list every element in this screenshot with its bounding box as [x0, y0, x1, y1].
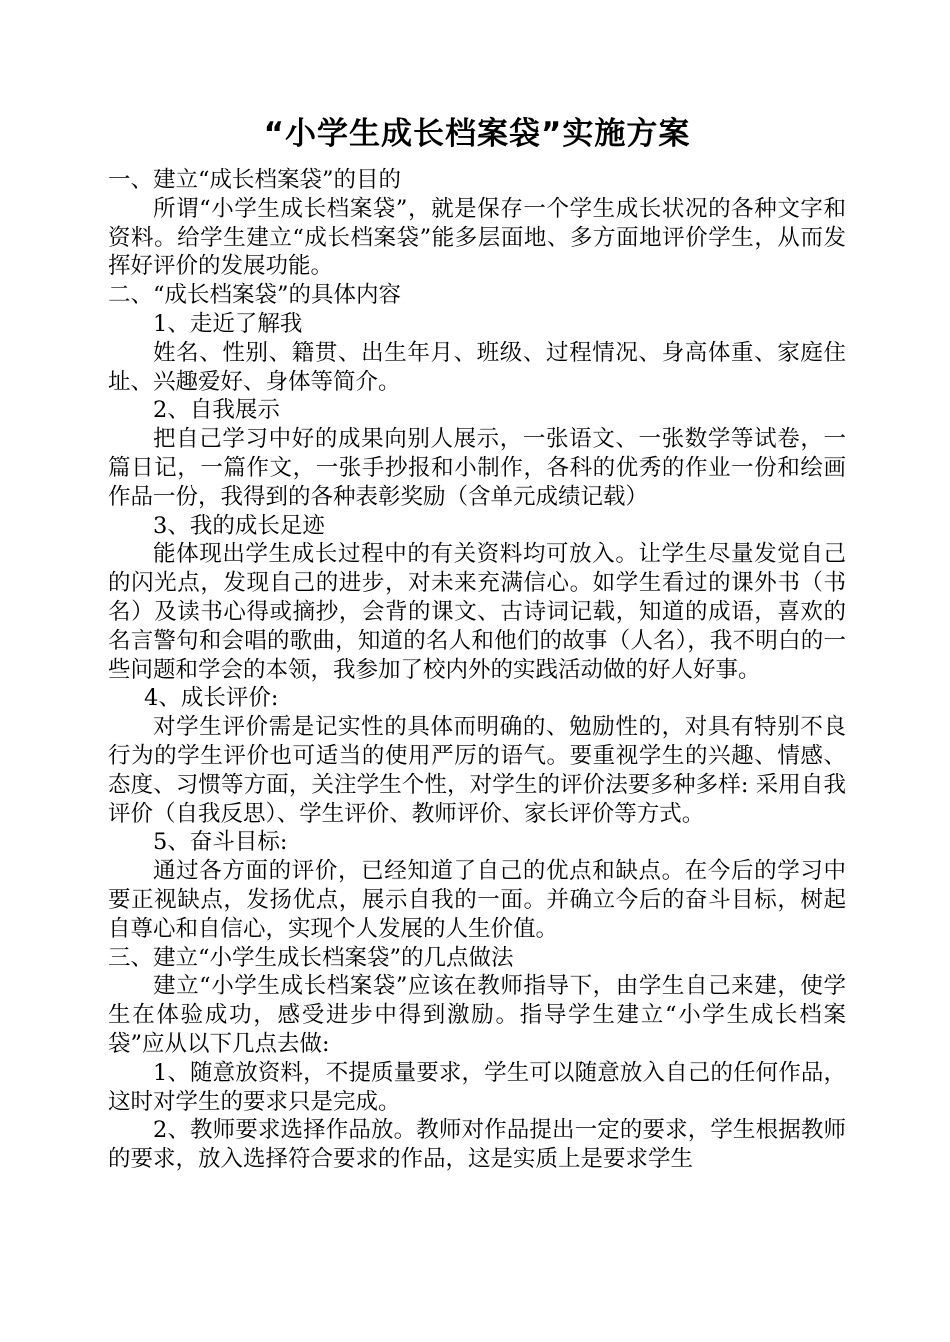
section-heading-purpose: 一、建立“成长档案袋”的目的 — [108, 167, 402, 193]
section-heading-methods: 三、建立“小学生成长档案袋”的几点做法 — [108, 944, 514, 971]
subheading-growth-footprints: 3、我的成长足迹 — [153, 512, 325, 539]
paragraph-definition: 所谓“小学生成长档案袋”，就是保存一个学生成长状况的各种文字和资料。给学生建立“成长档案袋”能多层面地、多方面地评价学生，从而发挥好评价的发展功能。 — [108, 195, 846, 280]
paragraph-methods-intro: 建立“小学生成长档案袋”应该在教师指导下，由学生自己来建，使学生在体验成功，感受进步中得到激励。指导学生建立“小学生成长档案袋”应从以下几点去做: — [108, 973, 846, 1057]
paragraph-method-1: 1、随意放资料，不提质量要求，学生可以随意放入自己的任何作品，这时对学生的要求只是完成。 — [108, 1059, 846, 1115]
document-body — [108, 166, 846, 1174]
paragraph-growth-evaluation: 对学生评价需是记实性的具体而明确的、勉励性的，对具有特别不良行为的学生评价也可适当的使用严厉的语气。要重视学生的兴趣、情感、态度、习惯等方面，关注学生个性，对学生的评价法要多种多样: 采用自我评价（自我反思）、学生评价、教师评价、家长评价等方式。 — [108, 714, 846, 827]
paragraph-method-2: 2、教师要求选择作品放。教师对作品提出一定的要求，学生根据教师的要求，放入选择符合要求的作品，这是实质上是要求学生 — [108, 1117, 846, 1173]
subheading-self-display: 2、自我展示 — [153, 397, 280, 424]
section-heading-content: 二、“成长档案袋”的具体内容 — [108, 282, 402, 309]
paragraph-self-display: 把自己学习中好的成果向别人展示，一张语文、一张数学等试卷，一篇日记，一篇作文，一张手抄报和小制作，各科的优秀的作业一份和绘画作品一份，我得到的各种表彰奖励（含单元成绩记载） — [108, 426, 846, 510]
subheading-goals: 5、奋斗目标: — [153, 829, 288, 856]
paragraph-growth-footprints: 能体现出学生成长过程中的有关资料均可放入。让学生尽量发觉自己的闪光点，发现自己的进步，对未来充满信心。如学生看过的课外书（书名）及读书心得或摘抄，会背的课文、古诗词记载，知道的成语，喜欢的名言警句和会唱的歌曲，知道的名人和他们的故事（人名），我不明白的一些问题和学会的本领，我参加了校内外的实践活动做的好人好事。 — [108, 541, 846, 683]
document-title: “小学生成长档案袋”实施方案 — [263, 116, 691, 152]
subheading-know-me: 1、走近了解我 — [153, 310, 303, 337]
subheading-growth-evaluation: 4、成长评价: — [144, 685, 279, 712]
paragraph-know-me: 姓名、性别、籍贯、出生年月、班级、过程情况、身高体重、家庭住址、兴趣爱好、身体等简介。 — [108, 339, 846, 395]
document-page — [108, 112, 846, 1174]
paragraph-goals: 通过各方面的评价，已经知道了自己的优点和缺点。在今后的学习中要正视缺点，发扬优点，展示自我的一面。并确立今后的奋斗目标，树起自尊心和自信心，实现个人发展的人生价值。 — [108, 858, 846, 942]
